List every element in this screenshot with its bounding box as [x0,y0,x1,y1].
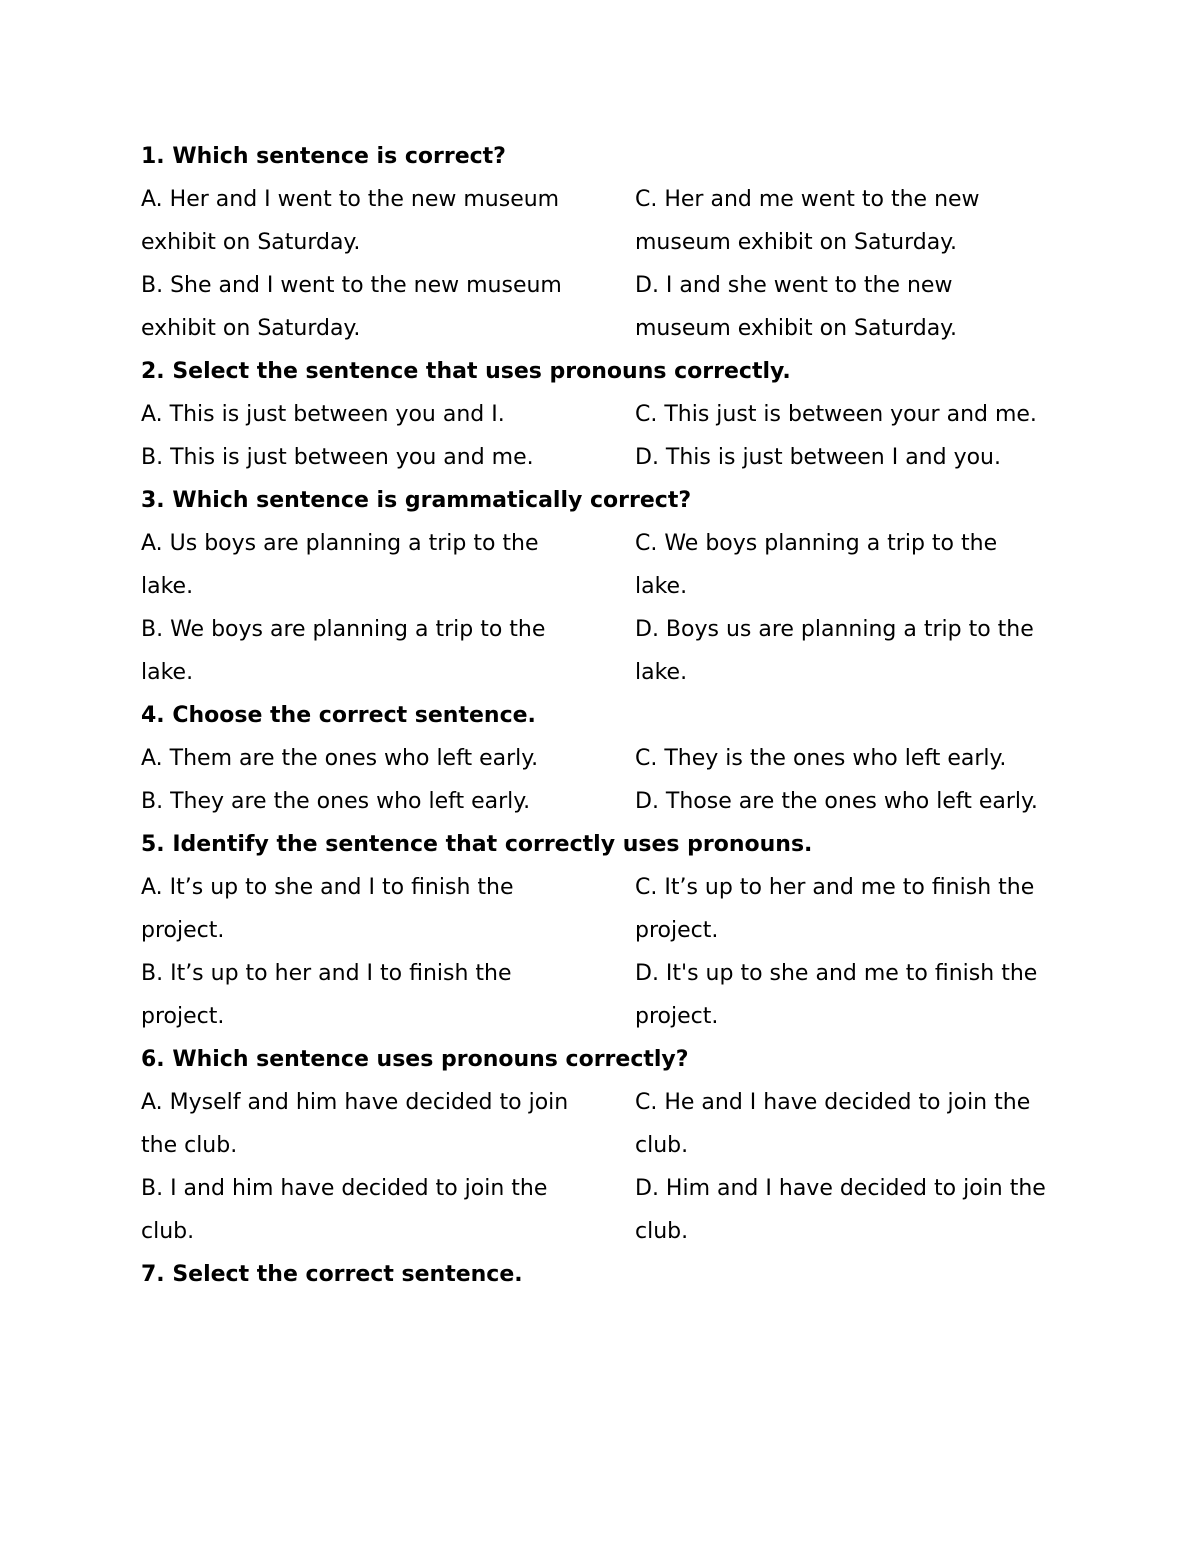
options-right-column [635,522,1055,694]
option-a: A. Them are the ones who left early. [141,746,539,771]
quiz-page [141,135,1061,1296]
options-left-column [141,393,635,479]
option-b: B. It’s up to her and I to finish the project. [141,961,512,1029]
question-5 [141,823,1061,1038]
option-a: A. Her and I went to the new museum exhibit on Saturday. [141,187,560,255]
option-c: C. He and I have decided to join the club. [635,1090,1031,1158]
option-c: C. They is the ones who left early. [635,746,1007,771]
options-grid [141,1081,1061,1253]
options-grid [141,393,1061,479]
options-grid [141,522,1061,694]
question-title: 7. Select the correct sentence. [141,1262,523,1287]
options-left-column [141,866,635,1038]
option-d: D. I and she went to the new museum exhibit on Saturday. [635,273,958,341]
options-left-column [141,1081,635,1253]
question-3 [141,479,1061,694]
option-d: D. Boys us are planning a trip to the lake. [635,617,1034,685]
option-b: B. This is just between you and me. [141,445,534,470]
option-a: A. It’s up to she and I to finish the project. [141,875,514,943]
question-6 [141,1038,1061,1253]
option-d: D. This is just between I and you. [635,445,1001,470]
options-right-column [635,737,1055,823]
option-d: D. It's up to she and me to finish the project. [635,961,1038,1029]
question-title: 2. Select the sentence that uses pronouns correctly. [141,359,791,384]
options-left-column [141,737,635,823]
options-right-column [635,1081,1055,1253]
options-grid [141,737,1061,823]
option-b: B. I and him have decided to join the club. [141,1176,548,1244]
option-d: D. Him and I have decided to join the club. [635,1176,1046,1244]
question-title: 5. Identify the sentence that correctly uses pronouns. [141,832,813,857]
options-right-column [635,866,1055,1038]
options-right-column [635,178,1055,350]
option-d: D. Those are the ones who left early. [635,789,1038,814]
question-1 [141,135,1061,350]
option-b: B. We boys are planning a trip to the lake. [141,617,546,685]
option-c: C. It’s up to her and me to finish the project. [635,875,1035,943]
option-a: A. Myself and him have decided to join the club. [141,1090,569,1158]
question-4 [141,694,1061,823]
question-title: 3. Which sentence is grammatically correct? [141,488,692,513]
option-b: B. They are the ones who left early. [141,789,531,814]
options-left-column [141,522,635,694]
options-left-column [141,178,635,350]
question-title: 1. Which sentence is correct? [141,144,506,169]
option-c: C. This just is between your and me. [635,402,1037,427]
option-c: C. We boys planning a trip to the lake. [635,531,998,599]
options-grid [141,178,1061,350]
question-7 [141,1253,1061,1296]
question-title: 6. Which sentence uses pronouns correctly? [141,1047,689,1072]
option-a: A. Us boys are planning a trip to the lake. [141,531,539,599]
question-2 [141,350,1061,479]
options-right-column [635,393,1055,479]
question-title: 4. Choose the correct sentence. [141,703,536,728]
option-c: C. Her and me went to the new museum exhibit on Saturday. [635,187,980,255]
option-a: A. This is just between you and I. [141,402,505,427]
option-b: B. She and I went to the new museum exhibit on Saturday. [141,273,562,341]
options-grid [141,866,1061,1038]
